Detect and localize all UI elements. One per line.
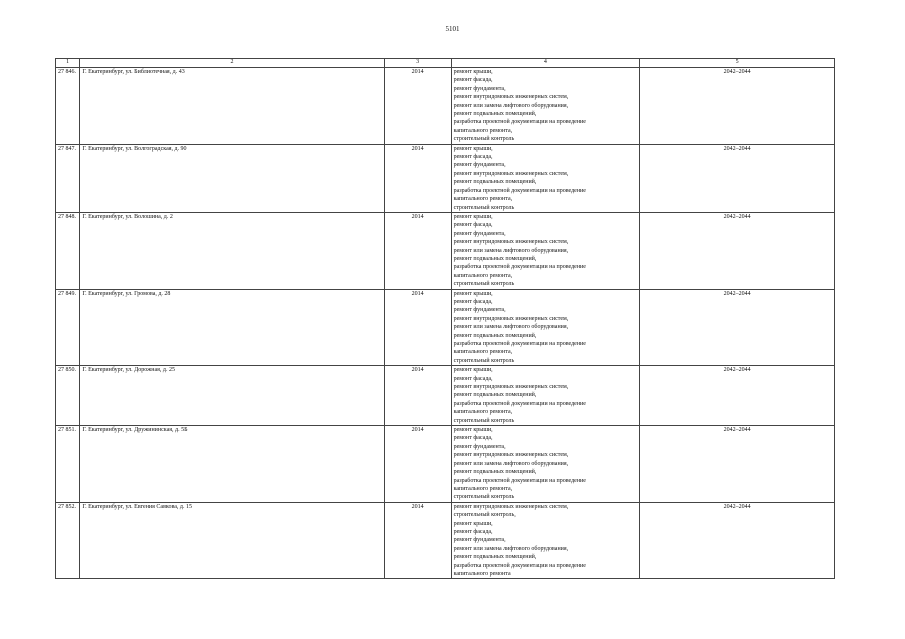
work-item: ремонт внутридомовых инженерных систем, [453, 239, 569, 246]
works-cell [451, 426, 640, 503]
period-cell: 2042–2044 [640, 68, 835, 145]
year-cell: 2014 [384, 68, 451, 145]
work-item: строительный контроль [453, 136, 515, 143]
work-item: ремонт фундамента, [453, 443, 506, 450]
work-item: ремонт фасада, [453, 528, 493, 535]
work-item: ремонт крыши, [453, 367, 493, 374]
work-item: разработка проектной документации на проведение [453, 477, 586, 484]
work-item: ремонт подвальных помещений, [453, 469, 537, 476]
work-item: ремонт подвальных помещений, [453, 554, 537, 561]
address-cell: Г. Екатеринбург, ул. Дружининская, д. 5Б [80, 426, 384, 503]
work-item: ремонт или замена лифтового оборудования, [453, 247, 569, 254]
work-item: строительный контроль [453, 357, 515, 364]
work-item: разработка проектной документации на проведение [453, 341, 586, 347]
work-item: разработка проектной документации на проведение [453, 187, 586, 194]
row-number: 27 851. [56, 426, 80, 503]
work-item: ремонт подвальных помещений, [453, 179, 537, 186]
period-cell: 2042–2044 [640, 212, 835, 289]
work-item: ремонт фундамента, [453, 230, 506, 237]
year-cell: 2014 [384, 366, 451, 426]
address-cell: Г. Екатеринбург, ул. Евгения Савкова, д. 15 [80, 502, 384, 579]
address-cell: Г. Екатеринбург, ул. Волгоградская, д. 90 [80, 144, 384, 212]
work-item: ремонт внутридомовых инженерных систем, [453, 503, 569, 510]
address-cell: Г. Екатеринбург, ул. Волошина, д. 2 [80, 212, 384, 289]
column-number-row [56, 59, 835, 68]
row-number: 27 847. [56, 144, 80, 212]
row-number: 27 852. [56, 502, 80, 579]
table-body [56, 68, 835, 579]
work-item: ремонт фасада, [453, 154, 493, 161]
work-item: ремонт или замена лифтового оборудования, [453, 460, 569, 467]
row-number: 27 849. [56, 289, 80, 366]
work-item: ремонт фасада, [453, 298, 493, 305]
repair-schedule-table [55, 58, 835, 579]
work-item: ремонт крыши, [453, 290, 493, 297]
table-row [56, 212, 835, 289]
work-item: строительный контроль, [453, 512, 516, 519]
work-item: ремонт или замена лифтового оборудования, [453, 324, 569, 331]
period-cell: 2042–2044 [640, 289, 835, 366]
table-row [56, 289, 835, 366]
address-cell: Г. Екатеринбург, ул. Дорожная, д. 25 [80, 366, 384, 426]
work-item: ремонт внутридомовых инженерных систем, [453, 315, 569, 322]
work-item: ремонт фасада, [453, 435, 493, 442]
year-cell: 2014 [384, 144, 451, 212]
works-cell [451, 289, 640, 366]
work-item: ремонт подвальных помещений, [453, 332, 537, 339]
table-row [56, 502, 835, 579]
year-cell: 2014 [384, 212, 451, 289]
work-item: ремонт внутридомовых инженерных систем, [453, 452, 569, 459]
works-cell [451, 366, 640, 426]
work-item: строительный контроль [453, 417, 515, 424]
work-item: ремонт фундамента, [453, 162, 506, 169]
table-row [56, 144, 835, 212]
work-item: ремонт крыши, [453, 427, 493, 434]
page-number: 5101 [445, 25, 460, 33]
work-item: ремонт фундамента, [453, 85, 506, 92]
work-item: капитального ремонта, [453, 485, 513, 492]
work-item: ремонт внутридомовых инженерных систем, [453, 170, 569, 177]
address-cell: Г. Екатеринбург, ул. Громова, д. 28 [80, 289, 384, 366]
work-item: капитального ремонта, [453, 272, 513, 279]
column-header-4: 4 [451, 59, 640, 68]
work-item: ремонт фундамента, [453, 307, 506, 314]
work-item: строительный контроль [453, 204, 515, 211]
row-number: 27 846. [56, 68, 80, 145]
works-cell [451, 68, 640, 145]
work-item: ремонт или замена лифтового оборудования, [453, 545, 569, 552]
work-item: строительный контроль [453, 494, 515, 501]
work-item: ремонт подвальных помещений, [453, 392, 537, 399]
work-item: разработка проектной документации на проведение [453, 119, 586, 126]
row-number: 27 848. [56, 212, 80, 289]
work-item: ремонт фасада, [453, 375, 493, 382]
works-cell [451, 144, 640, 212]
table-row [56, 426, 835, 503]
year-cell: 2014 [384, 502, 451, 579]
column-header-1: 1 [56, 59, 80, 68]
work-item: ремонт или замена лифтового оборудования, [453, 102, 569, 109]
work-item: капитального ремонта, [453, 196, 513, 203]
column-header-2: 2 [80, 59, 384, 68]
work-item: капитального ремонта, [453, 409, 513, 416]
work-item: капитального ремонта, [453, 127, 513, 134]
work-item: разработка проектной документации на проведение [453, 400, 586, 407]
work-item: ремонт крыши, [453, 69, 493, 75]
works-cell [451, 212, 640, 289]
work-item: разработка проектной документации на проведение [453, 264, 586, 271]
period-cell: 2042–2044 [640, 426, 835, 503]
work-item: капитального ремонта, [453, 349, 513, 356]
year-cell: 2014 [384, 289, 451, 366]
year-cell: 2014 [384, 426, 451, 503]
work-item: ремонт внутридомовых инженерных систем, [453, 94, 569, 101]
work-item: ремонт фасада, [453, 77, 493, 84]
period-cell: 2042–2044 [640, 144, 835, 212]
work-item: ремонт фундамента, [453, 537, 506, 544]
work-item: ремонт фасада, [453, 222, 493, 229]
work-item: капитального ремонта [453, 570, 511, 577]
column-header-5: 5 [640, 59, 835, 68]
address-cell: Г. Екатеринбург, ул. Библиотечная, д. 43 [80, 68, 384, 145]
row-number: 27 850. [56, 366, 80, 426]
work-item: ремонт крыши, [453, 213, 493, 220]
work-item: строительный контроль [453, 281, 515, 288]
table-row [56, 68, 835, 145]
table-row [56, 366, 835, 426]
period-cell: 2042–2044 [640, 366, 835, 426]
column-header-3: 3 [384, 59, 451, 68]
work-item: разработка проектной документации на проведение [453, 562, 586, 569]
period-cell: 2042–2044 [640, 502, 835, 579]
work-item: ремонт крыши, [453, 145, 493, 152]
works-cell [451, 502, 640, 579]
work-item: ремонт подвальных помещений, [453, 255, 537, 262]
work-item: ремонт крыши, [453, 520, 493, 527]
work-item: ремонт подвальных помещений, [453, 111, 537, 118]
work-item: ремонт внутридомовых инженерных систем, [453, 384, 569, 391]
